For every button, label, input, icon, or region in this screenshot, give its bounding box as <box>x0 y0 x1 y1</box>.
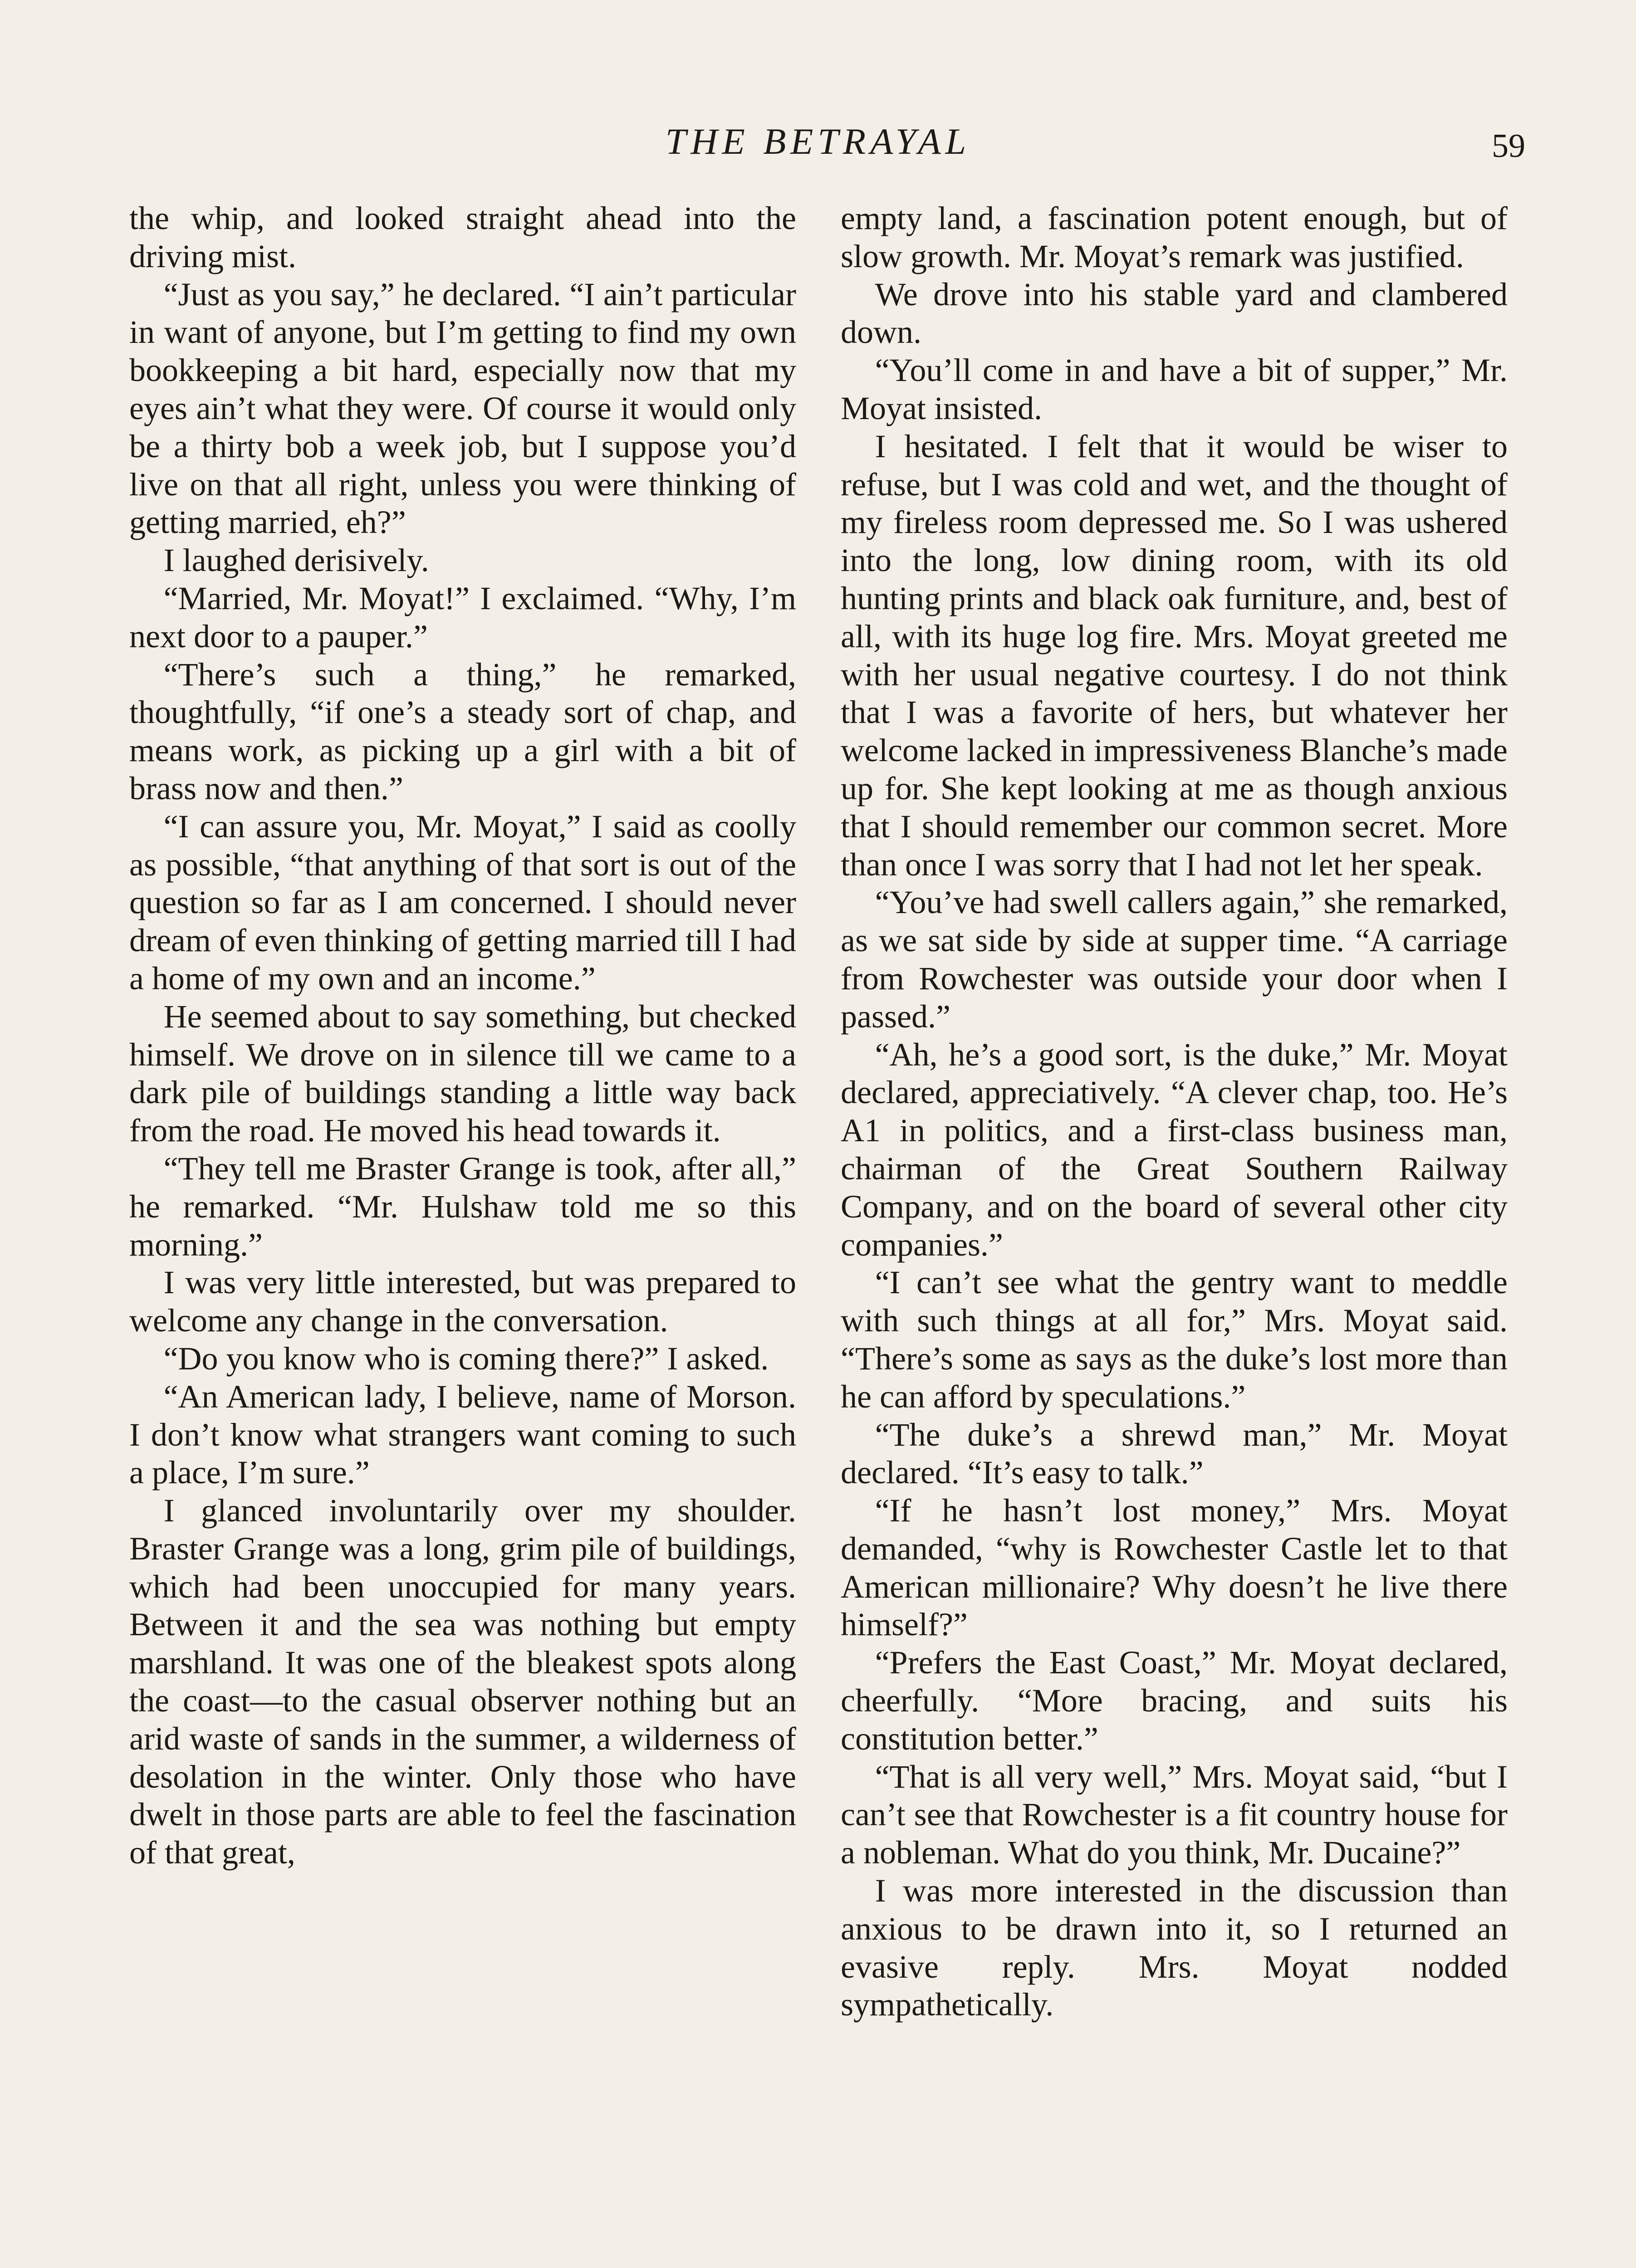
paragraph: “You’ll come in and have a bit of supper,” Mr. Moyat insisted. <box>841 352 1508 426</box>
paragraph: “There’s such a thing,” he remarked, thoughtfully, “if one’s a steady sort of chap, and means work, as picking up a girl with a bit of brass now and then.” <box>129 656 796 807</box>
paragraph: We drove into his stable yard and clambered down. <box>841 276 1508 351</box>
paragraph: I glanced involuntarily over my shoulder. Braster Grange was a long, grim pile of buildings, which had been unoccupied for many years. Between it and the sea was nothing but empty marshland. It was one of the bleakest spots along the coast—to the casual observer nothing but an arid waste of sands in the summer, a wilderness of desolation in the winter. Only those who have dwelt in those parts are able to feel the fascination of that great, <box>129 1492 796 1871</box>
paragraph: “The duke’s a shrewd man,” Mr. Moyat declared. “It’s easy to talk.” <box>841 1416 1508 1491</box>
paragraph: “I can’t see what the gentry want to meddle with such things at all for,” Mrs. Moyat said. “There’s some as says as the duke’s lost more than he can afford by speculations.” <box>841 1264 1508 1415</box>
paragraph: “Married, Mr. Moyat!” I exclaimed. “Why, I’m next door to a pauper.” <box>129 580 796 655</box>
paragraph: I was more interested in the discussion than anxious to be drawn into it, so I returned an evasive reply. Mrs. Moyat nodded sympathetically. <box>841 1872 1508 2023</box>
right-column <box>841 200 1508 2024</box>
paragraph: I hesitated. I felt that it would be wiser to refuse, but I was cold and wet, and the thought of my fireless room depressed me. So I was ushered into the long, low dining room, with its old hunting prints and black oak furniture, and, best of all, with its huge log fire. Mrs. Moyat greeted me with her usual negative courtesy. I do not think that I was a favorite of hers, but whatever her welcome lacked in impressiveness Blanche’s made up for. She kept looking at me as though anxious that I should remember our common secret. More than once I was sorry that I had not let her speak. <box>841 428 1508 883</box>
paragraph: “Just as you say,” he declared. “I ain’t particular in want of anyone, but I’m getting to find my own bookkeeping a bit hard, especially now that my eyes ain’t what they were. Of course it would only be a thirty bob a week job, but I suppose you’d live on that all right, unless you were thinking of getting married, eh?” <box>129 276 796 541</box>
paragraph: “You’ve had swell callers again,” she remarked, as we sat side by side at supper time. “A carriage from Rowchester was outside your door when I passed.” <box>841 884 1508 1035</box>
paragraph: “Do you know who is coming there?” I asked. <box>163 1340 769 1377</box>
paragraph: “They tell me Braster Grange is took, after all,” he remarked. “Mr. Hulshaw told me so this morning.” <box>129 1150 796 1263</box>
paragraph: I was very little interested, but was prepared to welcome any change in the conversation. <box>129 1264 796 1339</box>
paragraph: “An American lady, I believe, name of Morson. I don’t know what strangers want coming to such a place, I’m sure.” <box>129 1378 796 1491</box>
paragraph: empty land, a fascination potent enough, but of slow growth. Mr. Moyat’s remark was justified. <box>841 200 1508 274</box>
paragraph: He seemed about to say something, but checked himself. We drove on in silence till we came to a dark pile of buildings standing a little way back from the road. He moved his head towards it. <box>129 998 796 1149</box>
paragraph: “I can assure you, Mr. Moyat,” I said as coolly as possible, “that anything of that sort is out of the question so far as I am concerned. I should never dream of even thinking of getting married till I had a home of my own and an income.” <box>129 808 796 997</box>
paragraph: the whip, and looked straight ahead into the driving mist. <box>129 200 796 274</box>
page-number: 59 <box>1492 127 1525 165</box>
running-head: THE BETRAYAL <box>665 121 971 162</box>
paragraph: “That is all very well,” Mrs. Moyat said, “but I can’t see that Rowchester is a fit country house for a nobleman. What do you think, Mr. Ducaine?” <box>841 1758 1508 1871</box>
page-header <box>0 119 1636 173</box>
paragraph: “Ah, he’s a good sort, is the duke,” Mr. Moyat declared, appreciatively. “A clever chap, too. He’s A1 in politics, and a first-class business man, chairman of the Great Southern Railway Company, and on the board of several other city companies.” <box>841 1036 1508 1263</box>
paragraph: “If he hasn’t lost money,” Mrs. Moyat demanded, “why is Rowchester Castle let to that American millionaire? Why doesn’t he live there himself?” <box>841 1492 1508 1643</box>
left-column <box>129 200 796 1872</box>
paragraph: “Prefers the East Coast,” Mr. Moyat declared, cheerfully. “More bracing, and suits his constitution better.” <box>841 1644 1508 1757</box>
paragraph: I laughed derisively. <box>163 542 429 579</box>
